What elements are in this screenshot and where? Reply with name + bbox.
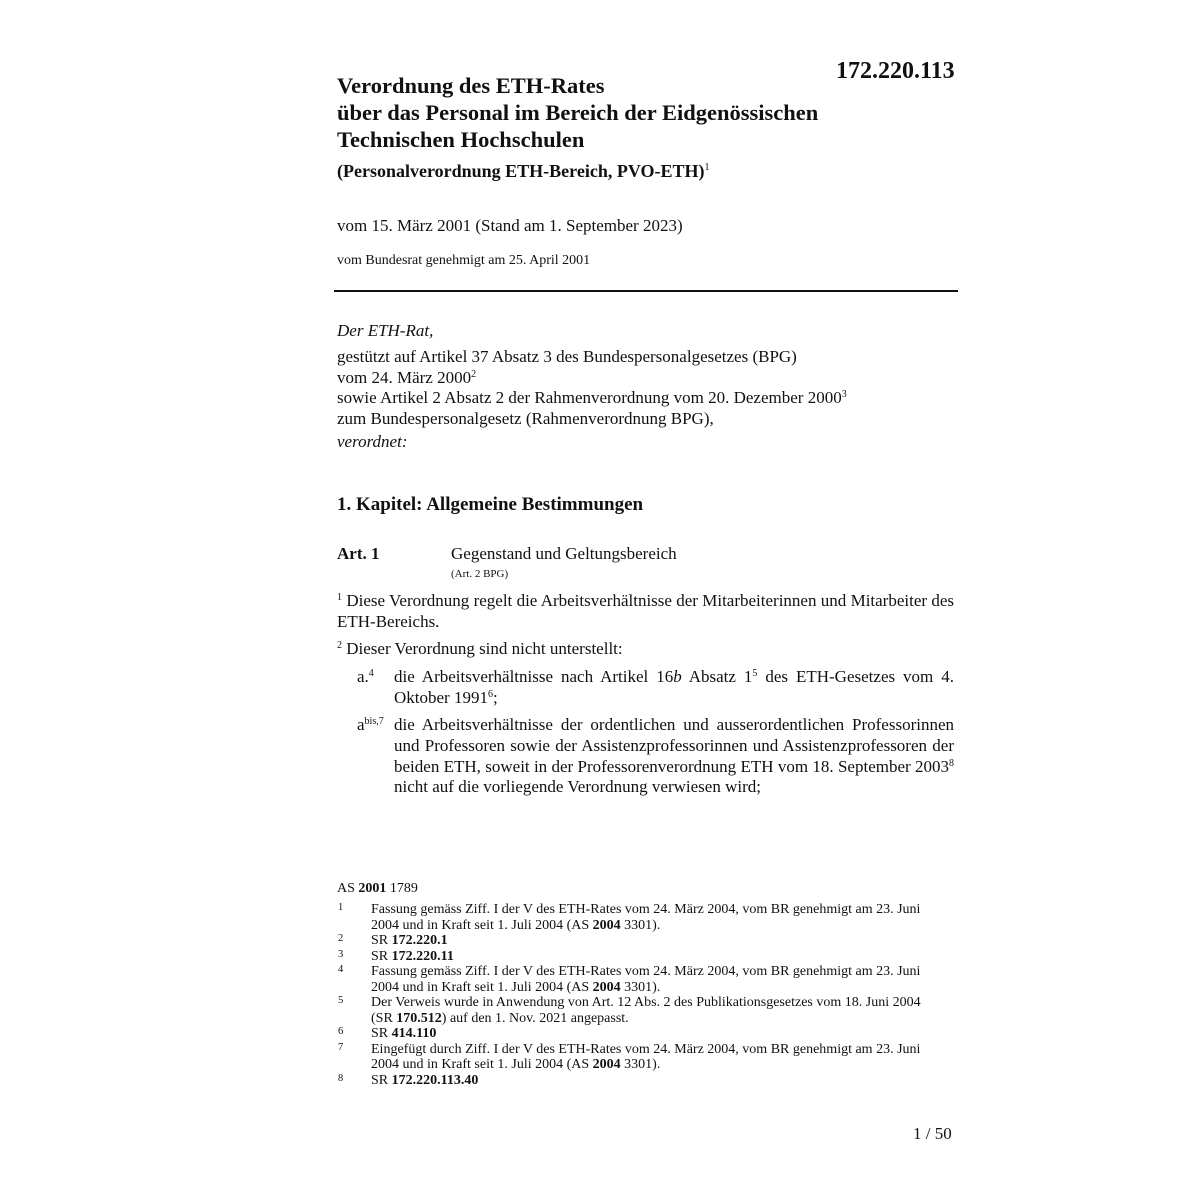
item-abis-text-1: die Arbeitsverhältnisse der ordentlichen und ausserordentlichen Professorinnen und Professoren sowie der Assistenzprofessorinnen und Assistenzprofessoren der beiden ETH, soweit in der Professorenverordnung ETH vom 18. September 2003: [394, 715, 954, 776]
list-item-abis: [357, 715, 954, 798]
footnote-bold: 172.220.11: [391, 948, 454, 964]
article-number: Art. 1: [337, 544, 380, 563]
preamble-line-1-text: gestützt auf Artikel 37 Absatz 3 des Bundespersonalgesetzes (BPG): [337, 346, 797, 366]
subtitle-text: (Personalverordnung ETH-Bereich, PVO-ETH): [337, 161, 705, 181]
footnote-bold: 414.110: [391, 1026, 437, 1041]
footnotes-list: [337, 902, 937, 1088]
footnote-number: 1: [338, 902, 344, 913]
footnote-number: 7: [338, 1041, 344, 1053]
footnote-ref-2[interactable]: 2: [471, 368, 477, 380]
preamble-line-1: [337, 347, 957, 368]
list-item-label: [357, 667, 374, 688]
header-divider: [334, 290, 958, 292]
footnote-number: 4: [338, 964, 344, 975]
document-title: [337, 72, 937, 183]
footnote-number: 8: [338, 1072, 344, 1084]
subtitle-footnote-ref[interactable]: 1: [704, 162, 710, 173]
document-subtitle: [337, 156, 937, 183]
footnote-ref-3[interactable]: 3: [841, 389, 847, 401]
footnote-3: [337, 949, 937, 965]
footnote-ref-5[interactable]: 5: [752, 668, 758, 679]
sr-number: 172.220.113: [836, 58, 955, 84]
footnote-ref-4[interactable]: 4: [368, 668, 374, 679]
footnote-1: [337, 902, 937, 933]
list-item-text: [394, 715, 954, 798]
footnote-number: 6: [338, 1026, 344, 1037]
chapter-heading: 1. Kapitel: Allgemeine Bestimmungen: [337, 494, 644, 515]
preamble-line-2-text: vom 24. März 2000: [337, 367, 472, 387]
footnote-ref-6[interactable]: 6: [487, 688, 493, 700]
list-item-text: [394, 667, 954, 709]
item-a-text-end: ;: [492, 687, 498, 707]
item-a-text-italic: b: [673, 667, 682, 686]
footnote-8: [337, 1073, 937, 1089]
footnote-text: Fassung gemäss Ziff. I der V des ETH-Rates vom 24. März 2004, vom BR genehmigt am 23. Juni 2004 und in Kraft seit 1. Juli 2004 (AS: [371, 902, 921, 933]
preamble-decree: verordnet:: [337, 431, 408, 451]
footnote-bold: 2004: [592, 979, 621, 995]
item-a-text-2: Absatz 1: [681, 667, 753, 686]
list-item-a: [357, 667, 954, 709]
paragraph-2-text: Dieser Verordnung sind nicht unterstellt:: [346, 639, 623, 658]
footnote-text: SR: [371, 1026, 392, 1041]
title-line-1: Verordnung des ETH-Rates: [337, 73, 605, 98]
as-page: 1789: [389, 881, 418, 896]
approval-line: vom Bundesrat genehmigt am 25. April 2001: [337, 253, 591, 268]
item-a-text-3: des ETH-Gesetzes vom 4. Oktober 1991: [394, 667, 954, 707]
article-paragraph-1: [337, 591, 954, 633]
title-line-3: Technischen Hochschulen: [337, 127, 585, 152]
footnote-ref-8[interactable]: 8: [949, 757, 954, 769]
footnote-4: [337, 964, 937, 995]
footnote-number: 5: [338, 995, 344, 1006]
footnote-text: Eingefügt durch Ziff. I der V des ETH-Rates vom 24. März 2004, vom BR genehmigt am 23. Juni 2004 und in Kraft seit 1. Juli 2004 (AS: [371, 1041, 921, 1072]
footnote-ref-7[interactable]: ,7: [376, 716, 384, 727]
item-abis-label-sup: bis: [364, 716, 377, 727]
article-title: Gegenstand und Geltungsbereich: [451, 544, 677, 563]
paragraph-1-text: Diese Verordnung regelt die Arbeitsverhältnisse der Mitarbeiterinnen und Mitarbeiter des ETH-Bereichs.: [337, 591, 955, 631]
footnote-text-end: 3301).: [620, 979, 661, 995]
preamble-line-4: zum Bundespersonalgesetz (Rahmenverordnung BPG),: [337, 409, 714, 429]
article-reference: (Art. 2 BPG): [451, 568, 509, 580]
footnote-text-end: 3301).: [620, 1057, 661, 1072]
preamble: [337, 321, 957, 453]
as-reference: [337, 881, 418, 897]
footnote-bold: 172.220.1: [391, 933, 448, 948]
as-year: 2001: [358, 881, 387, 896]
article-paragraph-2: [337, 639, 954, 660]
paragraph-number: 2: [337, 640, 342, 651]
preamble-line-3-text: sowie Artikel 2 Absatz 2 der Rahmenverordnung vom 20. Dezember 2000: [337, 388, 842, 408]
footnote-text-end: 3301).: [620, 917, 661, 933]
item-abis-text-end: nicht auf die vorliegende Verordnung verwiesen wird;: [394, 777, 761, 797]
footnote-text: Fassung gemäss Ziff. I der V des ETH-Rates vom 24. März 2004, vom BR genehmigt am 23. Juni 2004 und in Kraft seit 1. Juli 2004 (AS: [371, 964, 921, 995]
footnote-bold: 170.512: [396, 1010, 442, 1026]
preamble-issuer: Der ETH-Rat,: [337, 321, 434, 340]
footnote-text: SR: [371, 948, 392, 964]
footnote-7: [337, 1042, 937, 1073]
preamble-line-2: [337, 368, 957, 389]
footnote-6: [337, 1026, 937, 1042]
paragraph-number: 1: [337, 592, 342, 603]
footnote-text: SR: [371, 1072, 392, 1088]
preamble-line-3: [337, 388, 957, 409]
footnote-number: 2: [338, 933, 344, 944]
footnote-text: SR: [371, 933, 392, 948]
footnote-number: 3: [338, 948, 344, 960]
page-number: 1 / 50: [913, 1124, 952, 1143]
footnote-bold: 172.220.113.40: [391, 1072, 479, 1088]
item-abis-label-text: a: [357, 715, 365, 734]
footnote-text-end: ) auf den 1. Nov. 2021 angepasst.: [441, 1010, 629, 1026]
item-a-label-text: a.: [357, 667, 369, 686]
footnote-5: [337, 995, 937, 1026]
date-line: vom 15. März 2001 (Stand am 1. September 2023): [337, 216, 683, 235]
footnote-text: Der Verweis wurde in Anwendung von Art. 12 Abs. 2 des Publikationsgesetzes vom 18. Juni 2004 (SR: [371, 995, 921, 1026]
list-item-label: [357, 715, 384, 736]
footnote-bold: 2004: [592, 1057, 621, 1072]
footnote-2: [337, 933, 937, 949]
footnote-bold: 2004: [592, 917, 621, 933]
as-prefix: AS: [337, 881, 355, 896]
title-line-2: über das Personal im Bereich der Eidgenössischen: [337, 100, 819, 125]
item-a-text-1: die Arbeitsverhältnisse nach Artikel 16: [394, 667, 674, 686]
